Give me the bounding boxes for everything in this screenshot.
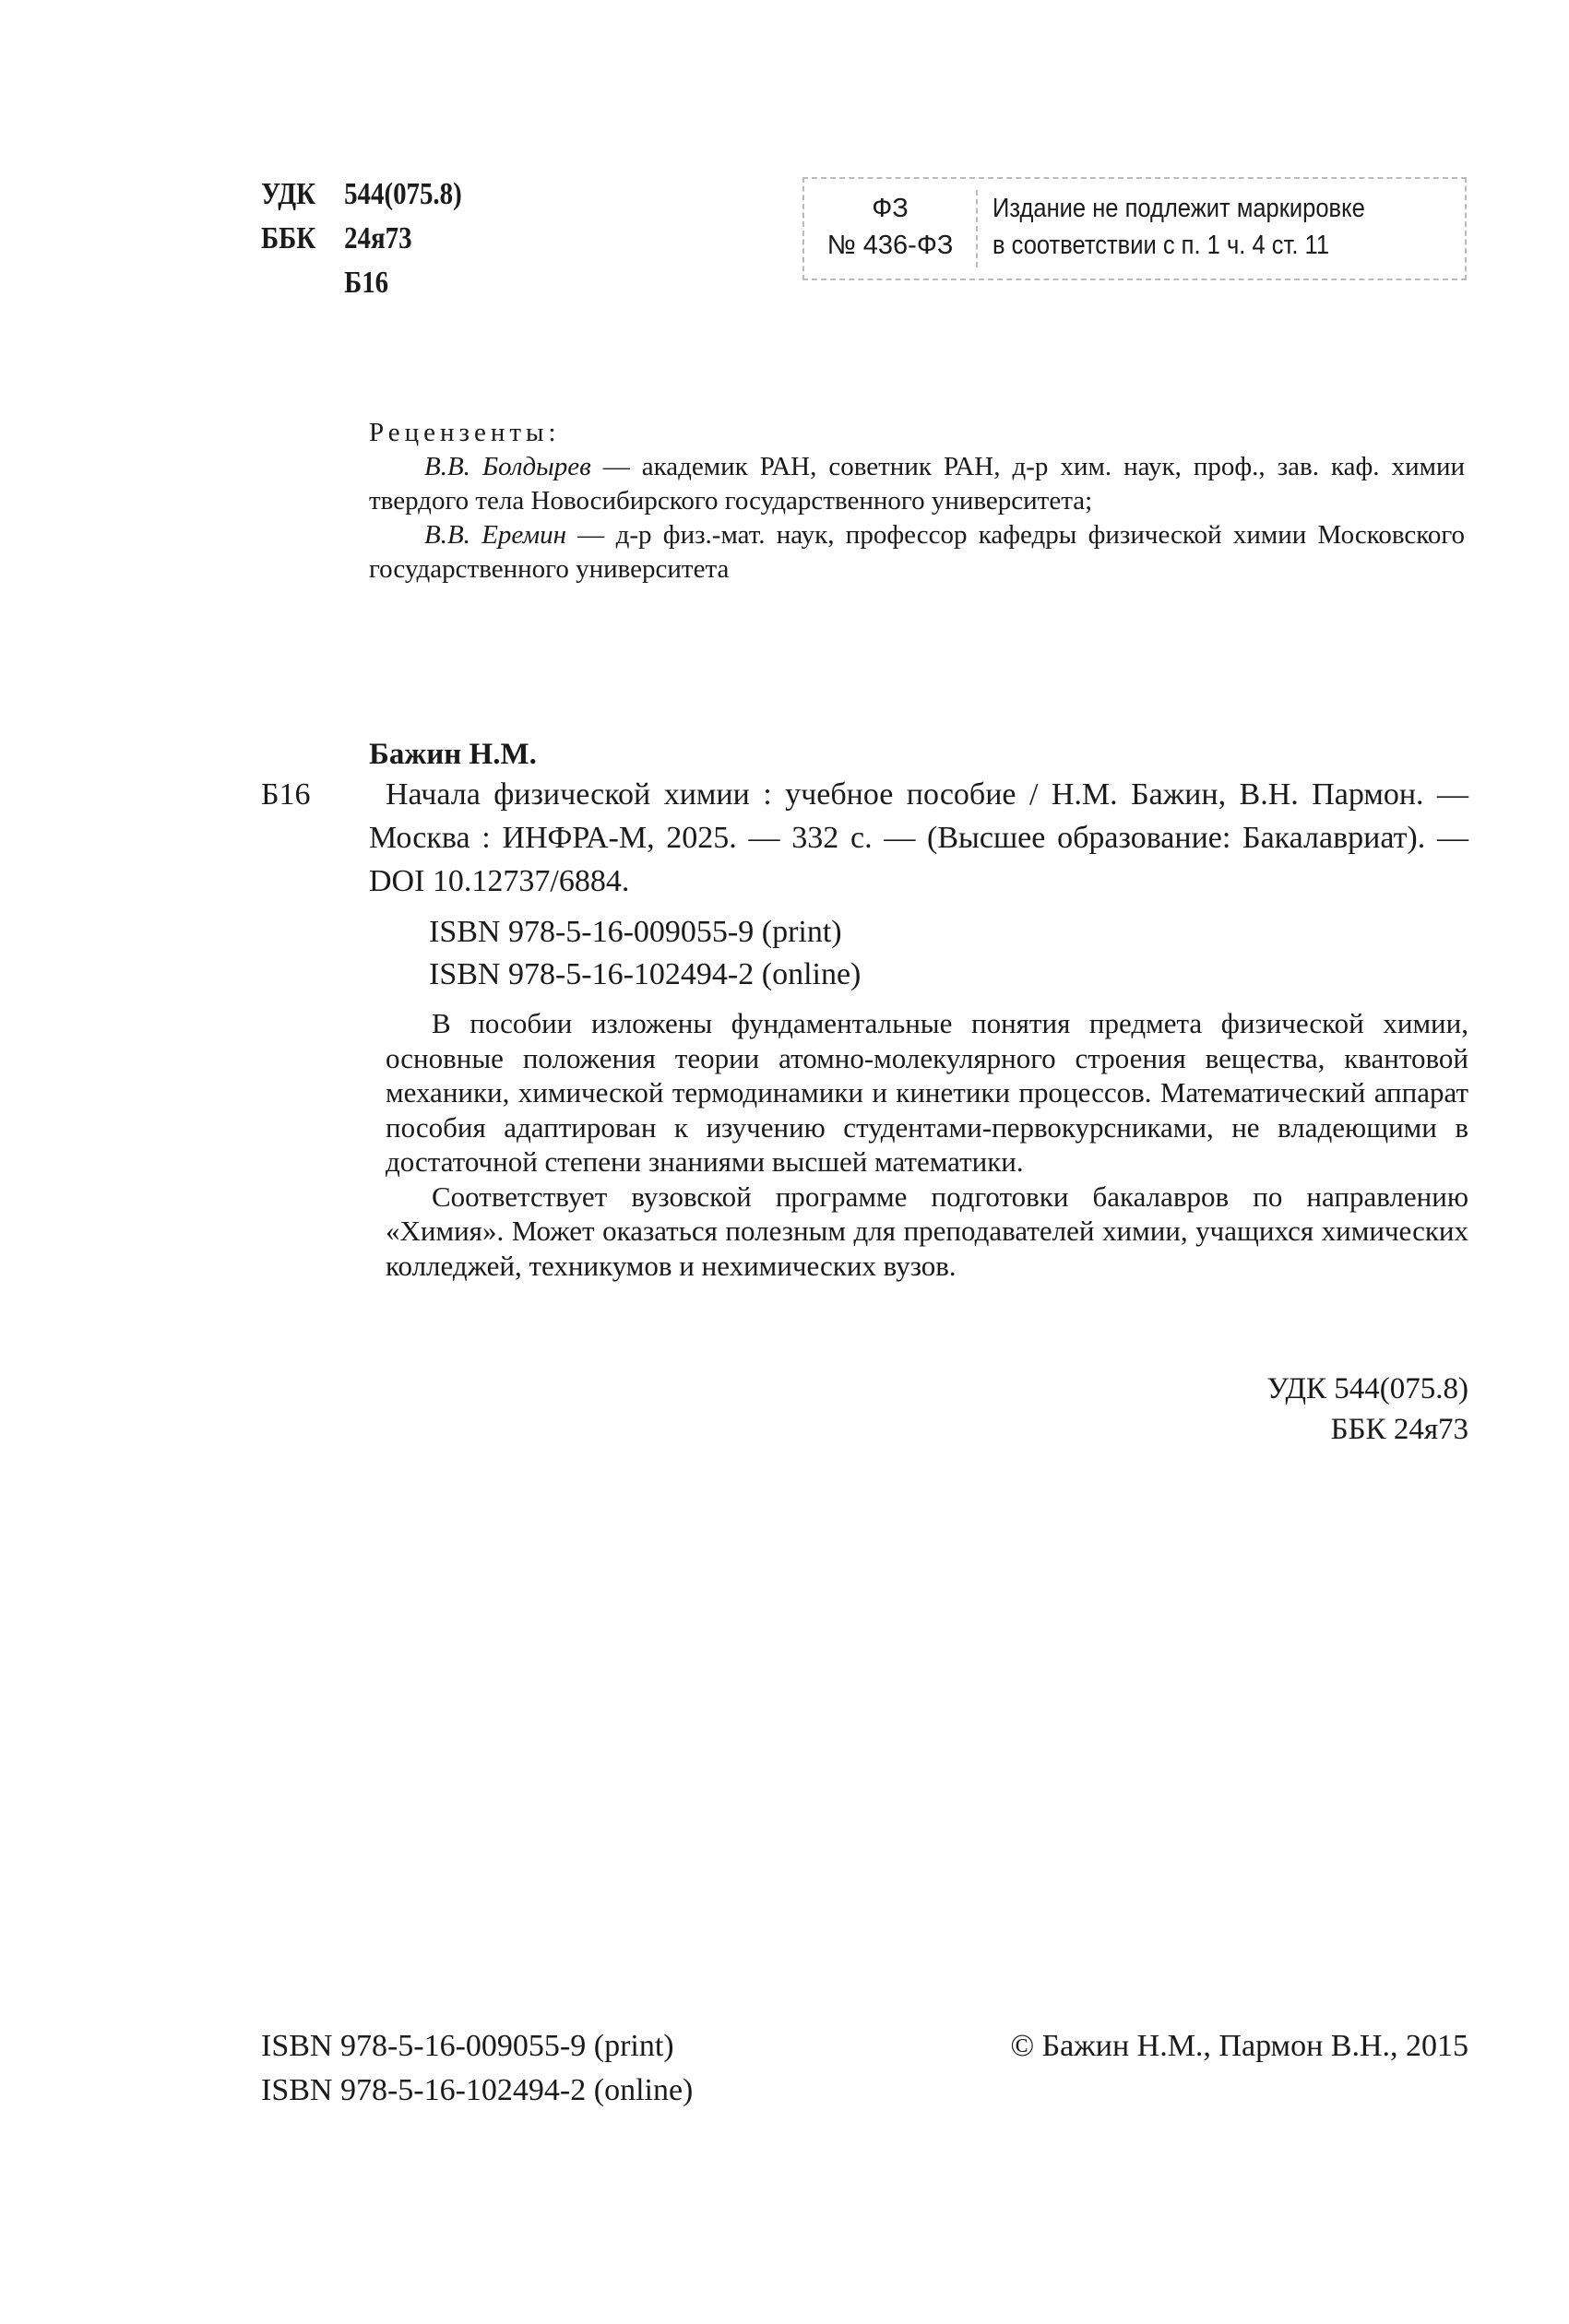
reviewer-text: — д-р физ.-мат. наук, профессор кафедры физической химии Московского государственного университета — [369, 520, 1466, 584]
footer-isbn-print: ISBN 978-5-16-009055-9 (print) — [261, 2029, 674, 2063]
abstract — [386, 1006, 1468, 1283]
reviewer — [369, 518, 1465, 587]
reviewers-heading: Рецензенты: — [369, 418, 561, 447]
udk-value: 544(075.8) — [344, 177, 462, 211]
law-number: № 436-ФЗ — [826, 231, 954, 260]
law-code: ФЗ — [872, 194, 909, 223]
catalog-classification — [1015, 1369, 1468, 1450]
reviewer-name: В.В. Болдырев — [424, 452, 591, 481]
reviewers-section — [369, 416, 1465, 587]
catalog-bbk: ББК 24я73 — [1330, 1413, 1468, 1446]
reviewer-text: — академик РАН, советник РАН, д-р хим. наук, проф., зав. каф. химии твердого тела Новосибирского государственного университета; — [369, 452, 1465, 516]
copyright: © Бажин Н.М., Пармон В.Н., 2015 — [1010, 2029, 1468, 2063]
isbn-online: ISBN 978-5-16-102494-2 (online) — [429, 957, 862, 991]
index-block — [261, 172, 462, 305]
catalog-isbn — [429, 911, 861, 996]
marking-box — [802, 177, 1467, 280]
bibliographic-description: Начала физической химии : учебное пособие / Н.М. Бажин, В.Н. Пармон. — Москва : ИНФРА-М, 2025. — 332 с. — (Высшее образование: Бакалавриат). — DOI 10.12737/6884. — [369, 777, 1468, 898]
marking-notice — [993, 190, 1365, 264]
abstract-paragraph: Соответствует вузовской программе подготовки бакалавров по направлению «Химия». Может оказаться полезным для преподавателей химии, учащихся химических колледжей, техникумов и нехимических вузов. — [386, 1180, 1468, 1282]
reviewer — [369, 450, 1465, 518]
footer-isbn — [261, 2024, 693, 2113]
marking-line-2: в соответствии с п. 1 ч. 4 ст. 11 — [993, 231, 1330, 260]
bbk-value: 24я73 — [344, 221, 412, 255]
author-mark: Б16 — [344, 266, 389, 300]
reviewer-name: В.В. Еремин — [424, 520, 566, 550]
catalog-udk: УДК 544(075.8) — [1266, 1372, 1468, 1405]
catalog-author-mark: Б16 — [261, 777, 311, 812]
abstract-paragraph: В пособии изложены фундаментальные понятия предмета физической химии, основные положения теории атомно-молекулярного строения вещества, квантовой механики, химической термодинамики и кинетики процессов. Математический аппарат пособия адаптирован к изучению студентами-первокурсниками, не владеющими в достаточной степени знаниями высшей математики. — [386, 1007, 1468, 1178]
marking-line-1: Издание не подлежит маркировке — [993, 194, 1365, 223]
bbk-label: ББК — [261, 221, 316, 255]
isbn-print: ISBN 978-5-16-009055-9 (print) — [429, 915, 842, 949]
footer-isbn-online: ISBN 978-5-16-102494-2 (online) — [261, 2073, 694, 2107]
law-reference — [804, 190, 978, 267]
udk-label: УДК — [261, 177, 316, 211]
author-heading: Бажин Н.М. — [369, 738, 537, 771]
